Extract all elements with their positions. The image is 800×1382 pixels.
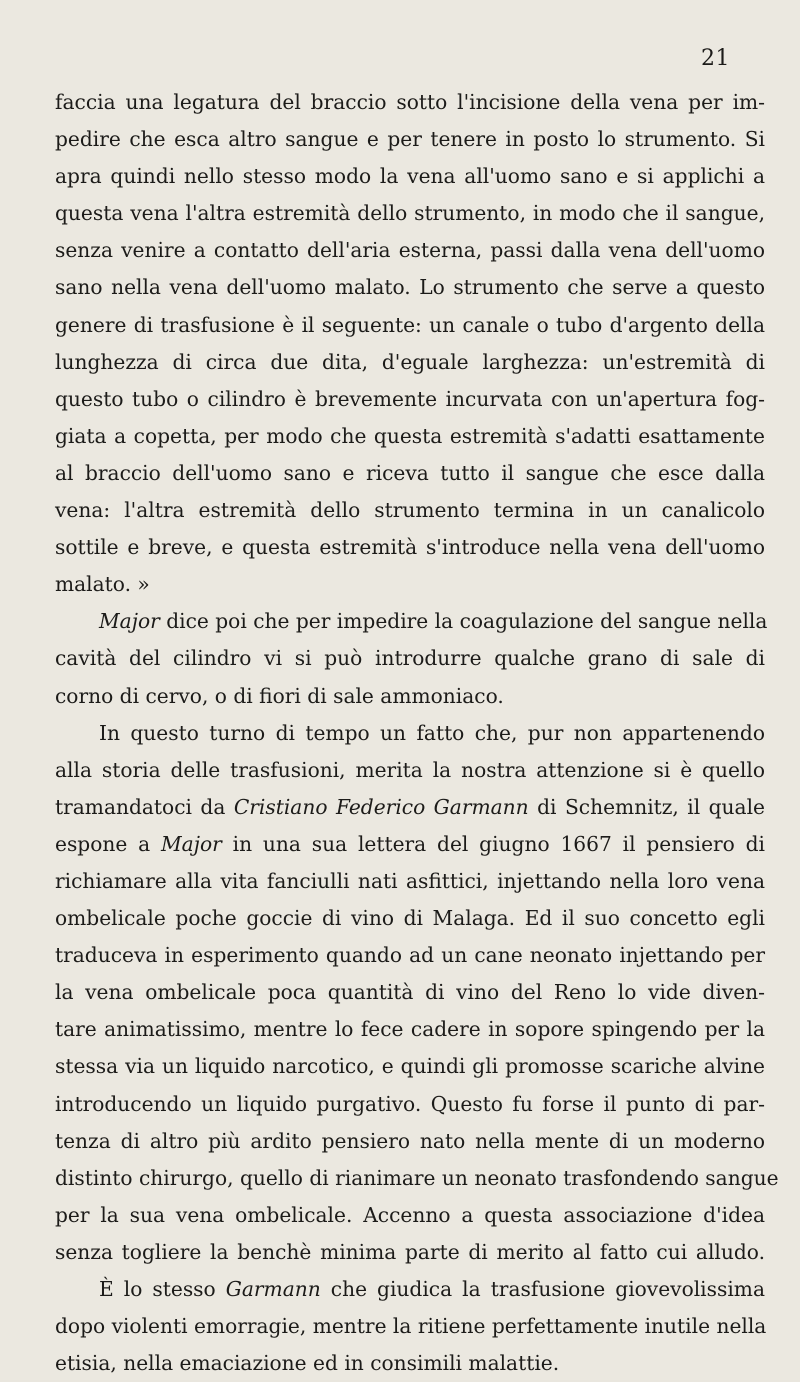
text-segment: tenza di altro più ardito pensiero nato nella mente di un moderno (55, 1128, 765, 1153)
text-segment: questo tubo o cilindro è brevemente incurvata con un'apertura fog- (55, 386, 765, 411)
text-segment: tare animatissimo, mentre lo fece cadere in sopore spingendo per la (55, 1017, 765, 1042)
text-segment: etisia, nella emaciazione ed in consimili malattie. (55, 1351, 560, 1376)
text-line (55, 492, 765, 529)
text-segment: questa vena l'altra estremità dello strumento, in modo che il sangue, (55, 201, 765, 226)
text-segment: dice poi che per impedire la coagulazione del sangue nella (159, 609, 768, 634)
text-segment: vena: l'altra estremità dello strumento termina in un canalicolo (55, 498, 765, 523)
text-segment: al braccio dell'uomo sano e riceva tutto il sangue che esce dalla (55, 460, 765, 485)
text-segment: espone a (55, 831, 162, 856)
text-segment: senza venire a contatto dell'aria esterna, passi dalla vena dell'uomo (55, 238, 765, 263)
text-line (55, 640, 765, 677)
text-segment: dopo violenti emorragie, mentre la ritiene perfettamente inutile nella (55, 1314, 767, 1339)
text-segment: senza togliere la benchè minima parte di merito al fatto cui alludo. (55, 1239, 765, 1264)
text-segment: stessa via un liquido narcotico, e quindi gli promosse scariche alvine (55, 1054, 765, 1079)
text-segment: la vena ombelicale poca quantità di vino del Reno lo vide diven- (55, 980, 765, 1005)
text-segment: pedire che esca altro sangue e per tenere in posto lo strumento. Si (55, 127, 765, 152)
text-line (55, 269, 765, 306)
text-line (55, 900, 765, 937)
italic-name: Major (161, 831, 222, 856)
text-segment: giata a copetta, per modo che questa estremità s'adatti esattamente (55, 423, 765, 448)
text-segment: genere di trasfusione è il seguente: un canale o tubo d'argento della (55, 312, 765, 337)
italic-name: Major (99, 609, 160, 634)
text-segment: malato. » (55, 572, 150, 597)
text-line (55, 121, 765, 158)
italic-name: Cristiano Federico Garmann (233, 794, 529, 819)
text-line (55, 566, 765, 603)
text-line (55, 974, 765, 1011)
text-line (55, 381, 765, 418)
text-line (55, 232, 765, 269)
text-line (55, 678, 765, 715)
text-line (55, 529, 765, 566)
text-line (55, 1345, 765, 1382)
text-segment: In questo turno di tempo un fatto che, pur non appartenendo (99, 720, 765, 745)
text-segment: introducendo un liquido purgativo. Questo fu forse il punto di par- (55, 1091, 765, 1116)
page-number: 21 (701, 46, 730, 71)
text-line (55, 195, 765, 232)
italic-name: Garmann (225, 1277, 321, 1301)
text-segment: apra quindi nello stesso modo la vena all'uomo sano e si applichi a (55, 164, 765, 189)
text-segment: corno di cervo, o di fiori di sale ammoniaco. (55, 683, 504, 708)
text-segment: cavità del cilindro vi si può introdurre qualche grano di sale di (55, 646, 765, 671)
text-line (55, 863, 765, 900)
text-segment: traduceva in esperimento quando ad un cane neonato injettando per (55, 943, 765, 968)
text-line (55, 1086, 765, 1123)
text-segment: per la sua vena ombelicale. Accenno a questa associazione d'idea (55, 1202, 765, 1227)
text-line (55, 418, 765, 455)
text-line (55, 603, 768, 640)
text-segment: sano nella vena dell'uomo malato. Lo strumento che serve a questo (55, 275, 765, 300)
text-segment: tramandatoci da (55, 794, 234, 819)
text-line (55, 826, 765, 863)
text-line (55, 1197, 765, 1234)
text-segment: richiamare alla vita fanciulli nati asfittici, injettando nella loro vena (55, 868, 765, 893)
text-segment: che giudica la trasfusione giovevolissima (320, 1277, 765, 1301)
text-line (55, 344, 765, 381)
text-line (55, 1160, 779, 1197)
text-segment: alla storia delle trasfusioni, merita la nostra attenzione si è quello (55, 757, 765, 782)
text-line (55, 158, 765, 195)
text-line (55, 715, 765, 752)
text-segment: È lo stesso (99, 1277, 226, 1301)
text-line (55, 1011, 765, 1048)
text-line (55, 307, 765, 344)
text-line (55, 937, 765, 974)
text-line (55, 1048, 765, 1085)
text-line (55, 752, 765, 789)
text-segment: di Schemnitz, il quale (528, 794, 765, 819)
body-text (55, 84, 779, 1382)
text-segment: ombelicale poche goccie di vino di Malaga. Ed il suo concetto egli (55, 906, 765, 931)
text-line (55, 455, 765, 492)
text-line (55, 1123, 765, 1160)
text-line (55, 84, 765, 121)
text-segment: distinto chirurgo, quello di rianimare un neonato trasfondendo sangue (55, 1165, 779, 1190)
text-line (55, 1308, 765, 1345)
text-segment: in una sua lettera del giugno 1667 il pensiero di (221, 831, 766, 856)
text-segment: sottile e breve, e questa estremità s'introduce nella vena dell'uomo (55, 535, 765, 560)
text-line (55, 1271, 765, 1308)
text-segment: lunghezza di circa due dita, d'eguale larghezza: un'estremità di (55, 349, 765, 374)
text-segment: faccia una legatura del braccio sotto l'incisione della vena per im- (55, 90, 765, 114)
text-line (55, 789, 765, 826)
text-line (55, 1234, 765, 1271)
